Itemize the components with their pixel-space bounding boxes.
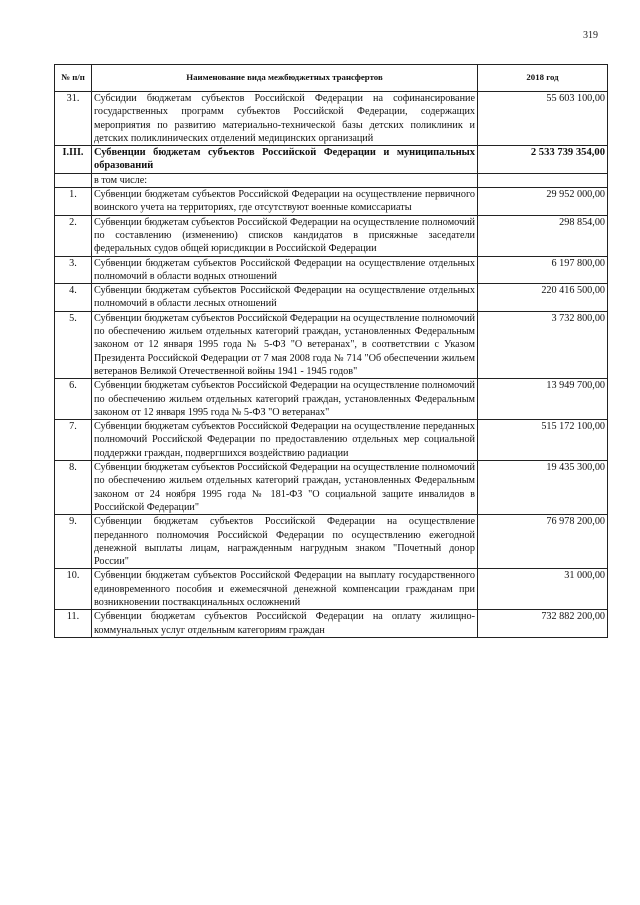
row-amount: 732 882 200,00 [478,610,608,638]
table-body [55,92,608,638]
row-number: 7. [55,420,92,461]
row-number: 9. [55,515,92,569]
row-number: I.III. [55,146,92,174]
row-transfer-name: Субвенции бюджетам субъектов Российской Федерации на осуществление переданного полномочия Российской Федерации по осуществлению ежегодной денежной выплаты лицам, награжденным нагрудным знаком "Почетный донор России" [92,515,478,569]
row-amount: 6 197 800,00 [478,256,608,284]
row-transfer-name: Субвенции бюджетам субъектов Российской Федерации на осуществление отдельных полномочий в области лесных отношений [92,284,478,312]
row-amount: 76 978 200,00 [478,515,608,569]
row-number: 2. [55,215,92,256]
table-row [55,311,608,378]
row-transfer-name: Субвенции бюджетам субъектов Российской Федерации на осуществление полномочий по обеспечению жильем отдельных категорий граждан, установленных Федеральным законом от 12 января 1995 года № 5-ФЗ "О ветеранах" [92,379,478,420]
table-header-row [55,65,608,92]
row-number: 1. [55,188,92,216]
row-number: 10. [55,569,92,610]
row-amount: 55 603 100,00 [478,92,608,146]
table-row [55,256,608,284]
row-number: 5. [55,311,92,378]
row-transfer-name: Субсидии бюджетам субъектов Российской Федерации на софинансирование государственных программ субъектов Российской Федерации, содержащих мероприятия по развитию материально-технической базы детских поликлиник и детских поликлинических отделений медицинских организаций [92,92,478,146]
table-row [55,610,608,638]
table-row [55,188,608,216]
row-amount: 31 000,00 [478,569,608,610]
row-amount: 298 854,00 [478,215,608,256]
row-transfer-name: Субвенции бюджетам субъектов Российской Федерации на осуществление переданных полномочий Российской Федерации по предоставлению отдельных мер социальной поддержки граждан, подвергшихся воздействию радиации [92,420,478,461]
row-number: 31. [55,92,92,146]
table-row [55,569,608,610]
table-row [55,173,608,187]
table-row [55,515,608,569]
table-row [55,420,608,461]
header-transfer-type: Наименование вида межбюджетных трансфертов [92,65,478,92]
transfers-table [54,64,608,638]
row-amount: 3 732 800,00 [478,311,608,378]
row-transfer-name: Субвенции бюджетам субъектов Российской Федерации на осуществление полномочий по обеспечению жильем отдельных категорий граждан, установленных Федеральным законом от 24 ноября 1995 года № 181-ФЗ "О социальной защите инвалидов в Российской Федерации" [92,461,478,515]
row-amount: 2 533 739 354,00 [478,146,608,174]
row-amount [478,173,608,187]
header-number: № п/п [55,65,92,92]
row-amount: 13 949 700,00 [478,379,608,420]
row-transfer-name: Субвенции бюджетам субъектов Российской Федерации на оплату жилищно-коммунальных услуг отдельным категориям граждан [92,610,478,638]
row-amount: 515 172 100,00 [478,420,608,461]
row-amount: 19 435 300,00 [478,461,608,515]
page-number: 319 [583,30,598,41]
row-transfer-name: Субвенции бюджетам субъектов Российской Федерации на выплату государственного единовременного пособия и ежемесячной денежной компенсации гражданам при возникновении поствакцинальных осложнений [92,569,478,610]
table-row [55,284,608,312]
row-number: 3. [55,256,92,284]
row-amount: 220 416 500,00 [478,284,608,312]
row-transfer-name: Субвенции бюджетам субъектов Российской Федерации на осуществление полномочий по обеспечению жильем отдельных категорий граждан, установленных Федеральным законом от 12 января 1995 года № 5-ФЗ "О ветеранах", в соответствии с Указом Президента Российской Федерации от 7 мая 2008 года № 714 "Об обеспечении жильем ветеранов Великой Отечественной войны 1941 - 1945 годов" [92,311,478,378]
row-transfer-name: Субвенции бюджетам субъектов Российской Федерации и муниципальных образований [92,146,478,174]
row-number: 11. [55,610,92,638]
table-row [55,461,608,515]
header-year: 2018 год [478,65,608,92]
row-transfer-name: Субвенции бюджетам субъектов Российской Федерации на осуществление полномочий по составлению (изменению) списков кандидатов в присяжные заседатели федеральных судов общей юрисдикции в Российской Федерации [92,215,478,256]
table-row [55,379,608,420]
table-row [55,92,608,146]
table-row [55,215,608,256]
row-transfer-name: в том числе: [92,173,478,187]
row-transfer-name: Субвенции бюджетам субъектов Российской Федерации на осуществление отдельных полномочий в области водных отношений [92,256,478,284]
table-row [55,146,608,174]
row-number: 6. [55,379,92,420]
row-number [55,173,92,187]
row-number: 8. [55,461,92,515]
row-transfer-name: Субвенции бюджетам субъектов Российской Федерации на осуществление первичного воинского учета на территориях, где отсутствуют военные комиссариаты [92,188,478,216]
row-amount: 29 952 000,00 [478,188,608,216]
row-number: 4. [55,284,92,312]
